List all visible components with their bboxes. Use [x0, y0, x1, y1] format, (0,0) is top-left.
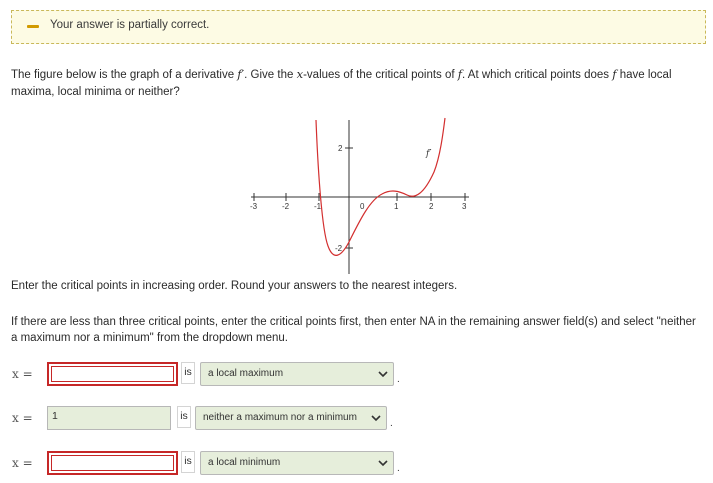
is-label: is: [181, 451, 195, 473]
chevron-down-icon: [378, 459, 388, 467]
math-fprime: f′: [237, 67, 245, 81]
partial-correct-icon: [27, 25, 39, 28]
x-tick-label: -2: [282, 202, 290, 211]
instruction-text: If there are less than three critical points, enter the critical points first, then enter NA in the remaining answer field(s) and select "neither a maximum nor a minimum" from the dropdown menu.: [11, 316, 696, 344]
x-tick-label: -3: [250, 202, 258, 211]
x-tick-label: -1: [314, 202, 322, 211]
critical-point-input-2[interactable]: 1: [47, 406, 171, 430]
math-x: x: [296, 67, 304, 81]
answer-row: [0, 451, 713, 477]
question-part: have local maxima, local minima or neither?: [11, 69, 672, 98]
select-value: a local minimum: [208, 457, 281, 468]
period: .: [390, 418, 393, 429]
question-part: . Give the: [244, 69, 297, 81]
feedback-banner: [11, 10, 706, 44]
curve-label: f′: [426, 149, 432, 159]
classification-select-1[interactable]: [200, 362, 394, 386]
math-f: f: [612, 67, 617, 81]
is-label: is: [177, 406, 191, 428]
chevron-down-icon: [378, 370, 388, 378]
x-label: x =: [12, 456, 33, 470]
answer-row: [0, 362, 713, 388]
period: .: [397, 463, 400, 474]
x-tick-label: 3: [462, 202, 467, 211]
question-text: [11, 66, 701, 101]
critical-point-input-3[interactable]: [47, 451, 178, 475]
select-value: a local maximum: [208, 368, 284, 379]
classification-select-2[interactable]: [195, 406, 387, 430]
x-tick-label: 1: [394, 202, 399, 211]
x-label: x =: [12, 411, 33, 425]
question-part: The figure below is the graph of a derivative: [11, 69, 238, 81]
x-label: x =: [12, 367, 33, 381]
question-part: . At which critical points does: [462, 69, 613, 81]
is-label: is: [181, 362, 195, 384]
question-part: -values of the critical points of: [303, 69, 458, 81]
answer-row: [0, 406, 713, 432]
critical-point-input-1[interactable]: [47, 362, 178, 386]
y-tick-label: -2: [335, 244, 343, 253]
select-value: neither a maximum nor a minimum: [203, 412, 357, 423]
math-f: f: [457, 67, 463, 81]
chevron-down-icon: [371, 414, 381, 422]
classification-select-3[interactable]: [200, 451, 394, 475]
feedback-message: Your answer is partially correct.: [50, 19, 210, 31]
period: .: [397, 374, 400, 385]
derivative-curve: [316, 118, 445, 255]
x-tick-label: 0: [360, 202, 365, 211]
derivative-graph: [229, 112, 489, 277]
instruction-text: Enter the critical points in increasing order. Round your answers to the nearest integers.: [11, 280, 458, 292]
y-tick-label: 2: [338, 144, 343, 153]
x-tick-label: 2: [429, 202, 434, 211]
